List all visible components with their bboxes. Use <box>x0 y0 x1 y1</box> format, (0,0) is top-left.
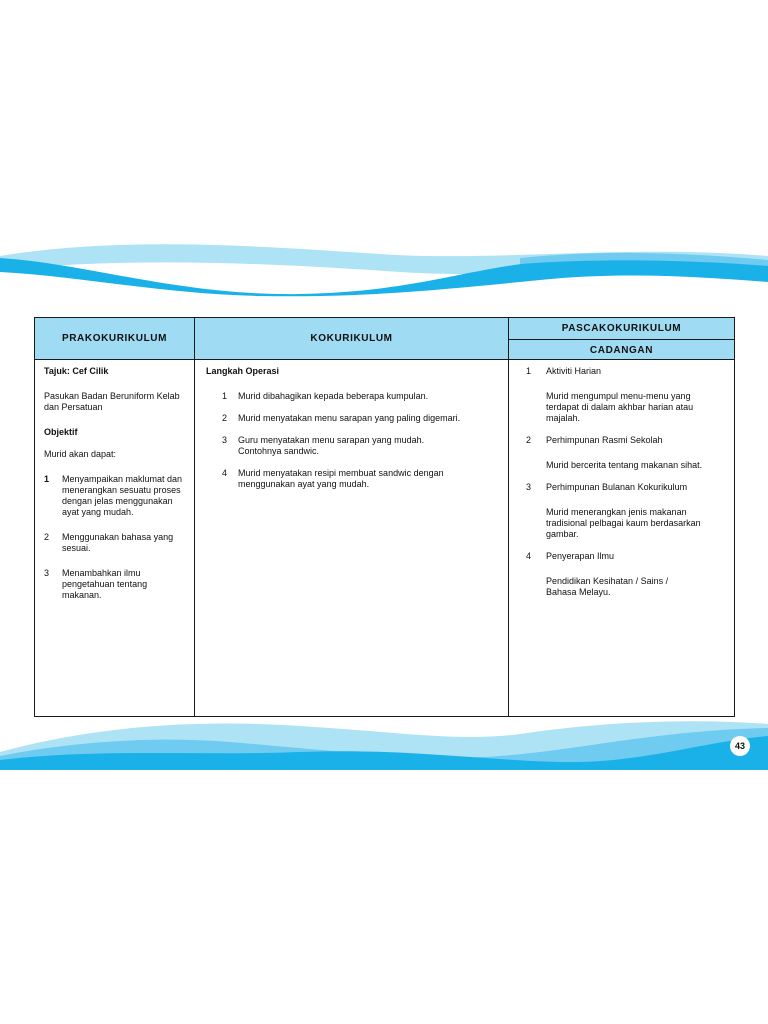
pascakokurikulum-column <box>509 318 734 716</box>
team-text: Pasukan Badan Beruniform Kelab dan Persatuan <box>44 391 180 412</box>
item-text: Menggunakan bahasa yang sesuai. <box>62 532 174 553</box>
item-text: Menambahkan ilmu pengetahuan tentang makanan. <box>62 568 148 600</box>
kokurikulum-column <box>195 318 509 716</box>
list-item <box>44 474 186 518</box>
item-title: Perhimpunan Bulanan Kokurikulum <box>546 482 688 492</box>
list-item <box>44 568 186 601</box>
page-number-badge: 43 <box>730 736 750 756</box>
item-text: Murid menyatakan resipi membuat sandwic dengan menggunakan ayat yang mudah. <box>238 468 444 489</box>
pascakokurikulum-header <box>509 318 734 360</box>
prakokurikulum-header: PRAKOKURIKULUM <box>35 318 194 360</box>
topic-title: Tajuk: Cef Cilik <box>44 366 109 376</box>
list-item <box>518 366 726 377</box>
cadangan-title: CADANGAN <box>589 344 654 356</box>
list-item <box>518 482 726 493</box>
objective-heading: Objektif <box>44 427 78 437</box>
item-number: 1 <box>44 474 50 484</box>
item-number: 4 <box>526 551 532 561</box>
item-text: Guru menyatakan menu sarapan yang mudah. Contohnya sandwic. <box>238 435 425 456</box>
item-number: 2 <box>222 413 228 423</box>
item-number: 3 <box>222 435 228 445</box>
prakokurikulum-column <box>35 318 195 716</box>
item-number: 2 <box>44 532 50 542</box>
item-number: 4 <box>222 468 228 478</box>
list-item <box>44 532 186 554</box>
list-item <box>206 391 500 402</box>
item-title: Perhimpunan Rasmi Sekolah <box>546 435 663 445</box>
curriculum-table <box>34 317 735 717</box>
item-description: Murid mengumpul menu-menu yang terdapat di dalam akhbar harian atau majalah. <box>546 391 694 423</box>
list-item <box>518 551 726 562</box>
list-item <box>206 435 500 457</box>
list-item <box>518 435 726 446</box>
list-item <box>206 468 500 490</box>
item-text: Murid dibahagikan kepada beberapa kumpulan. <box>238 391 429 401</box>
operation-steps-title: Langkah Operasi <box>206 366 280 376</box>
pascakokurikulum-title: PASCAKOKURIKULUM <box>509 318 734 340</box>
item-description: Murid menerangkan jenis makanan tradisional pelbagai kaum berdasarkan gambar. <box>546 507 701 539</box>
objective-intro: Murid akan dapat: <box>44 449 117 459</box>
item-number: 1 <box>222 391 228 401</box>
item-number: 2 <box>526 435 532 445</box>
kokurikulum-header: KOKURIKULUM <box>195 318 508 360</box>
item-number: 3 <box>526 482 532 492</box>
item-text: Menyampaikan maklumat dan menerangkan sesuatu proses dengan jelas menggunakan ayat yang mudah. <box>62 474 183 517</box>
item-description: Pendidikan Kesihatan / Sains / Bahasa Melayu. <box>546 576 669 597</box>
item-number: 3 <box>44 568 50 578</box>
item-text: Murid menyatakan menu sarapan yang paling digemari. <box>238 413 461 423</box>
top-wave-decoration <box>0 236 768 298</box>
item-number: 1 <box>526 366 532 376</box>
list-item <box>206 413 500 424</box>
bottom-wave-decoration <box>0 712 768 770</box>
item-title: Penyerapan Ilmu <box>546 551 615 561</box>
item-description: Murid bercerita tentang makanan sihat. <box>546 460 703 470</box>
item-title: Aktiviti Harian <box>546 366 602 376</box>
